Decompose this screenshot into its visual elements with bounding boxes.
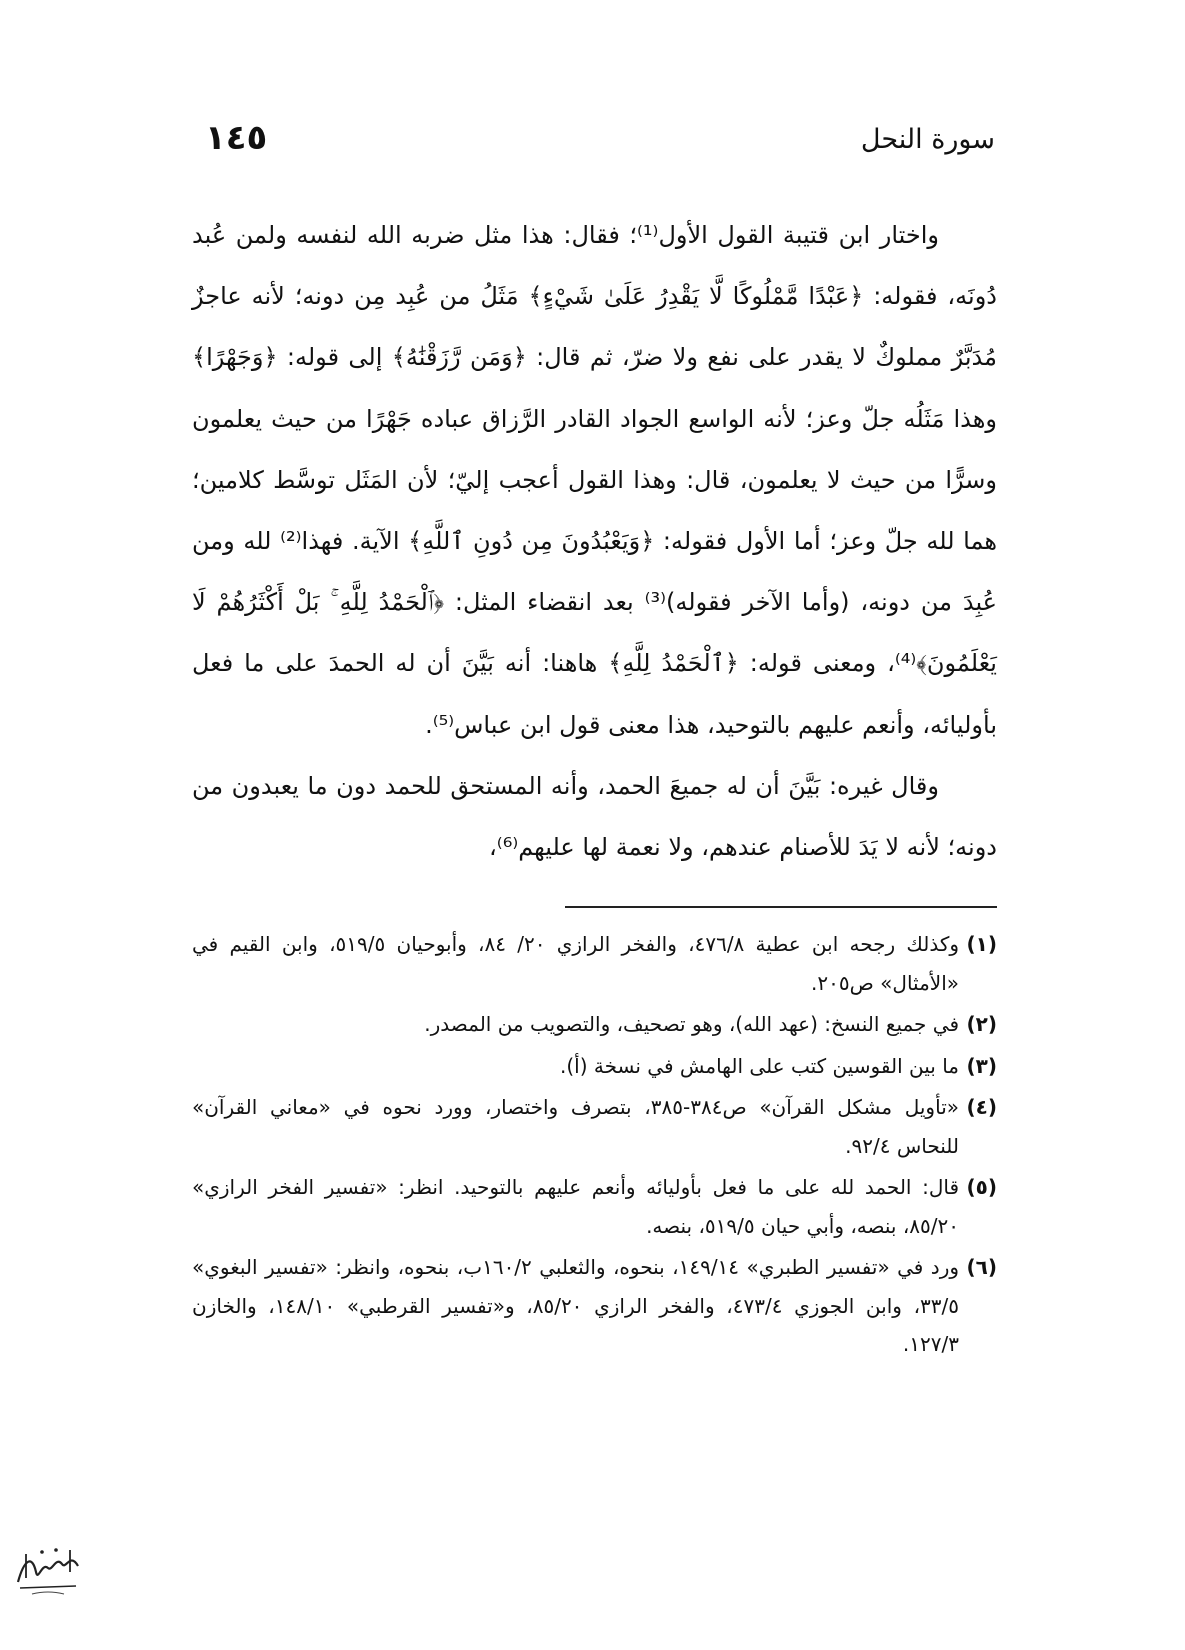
page-header	[175, 118, 995, 168]
footnote-text: في جميع النسخ: (عهد الله)، وهو تصحيف، والتصويب من المصدر.	[424, 1012, 959, 1036]
main-text	[192, 205, 997, 878]
page-number: ١٤٥	[205, 118, 268, 158]
footnote-5	[192, 1168, 997, 1245]
surah-title: سورة النحل	[860, 124, 995, 155]
footnote-number: (٢)	[966, 1012, 997, 1036]
footnote-1	[192, 925, 997, 1002]
footnotes	[192, 925, 997, 1367]
footnote-number: (٤)	[966, 1095, 997, 1119]
footnote-6	[192, 1248, 997, 1364]
footnote-text: قال: الحمد لله على ما فعل بأوليائه وأنعم عليهم بالتوحيد. انظر: «تفسير الفخر الرازي» ٨٥/٢٠، بنصه، وأبي حيان ٥١٩/٥، بنصه.	[192, 1175, 959, 1238]
footnote-text: «تأويل مشكل القرآن» ص٣٨٤-٣٨٥، بتصرف واختصار، وورد نحوه في «معاني القرآن» للنحاس ٩٢/٤.	[192, 1095, 959, 1158]
footnote-separator	[565, 906, 997, 908]
footnote-number: (٥)	[966, 1175, 997, 1199]
footnote-text: ما بين القوسين كتب على الهامش في نسخة (أ).	[560, 1053, 959, 1078]
footnote-3	[192, 1047, 997, 1086]
footnote-text: وكذلك رجحه ابن عطية ٤٧٦/٨، والفخر الرازي ٢٠/ ٨٤، وأبوحيان ٥١٩/٥، وابن القيم في «الأمثال» ص٢٠٥.	[192, 932, 960, 995]
footnote-number: (١)	[966, 932, 997, 956]
footnote-number: (٦)	[966, 1255, 997, 1279]
paragraph-2: وقال غيره: بَيَّنَ أن له جميعَ الحمد، وأنه المستحق للحمد دون ما يعبدون من دونه؛ لأنه لا يَدَ للأصنام عندهم، ولا نعمة لها عليهم⁽⁶⁾،	[192, 771, 997, 862]
paragraph-1: واختار ابن قتيبة القول الأول⁽¹⁾؛ فقال: هذا مثل ضربه الله لنفسه ولمن عُبد دُونَه، فقوله: ﴿عَبْدًا مَّمْلُوكًا لَّا يَقْدِرُ عَلَىٰ شَيْءٍ﴾ مَثَلُ من عُبِد مِن دونه؛ لأنه عاجزٌ مُدَبَّرٌ مملوكٌ لا يقدر على نفع ولا ضرّ، ثم قال: ﴿وَمَن رَّزَقْنَٰهُ﴾ إلى قوله: ﴿وَجَهْرًا﴾ وهذا مَثَلُه جلّ وعز؛ لأنه الواسع الجواد القادر الرَّزاق عباده جَهْرًا من حيث يعلمون وسرًّا من حيث لا يعلمون، قال: وهذا القول أعجب إليّ؛ لأن المَثَل توسَّط كلامين؛ هما لله جلّ وعز؛ أما الأول فقوله: ﴿وَيَعْبُدُونَ مِن دُونِ ٱللَّهِ﴾ الآية. فهذا⁽²⁾ لله ومن عُبِدَ من دونه، (وأما الآخر فقوله)⁽³⁾ بعد انقضاء المثل: ﴿ٱلْحَمْدُ لِلَّهِ ۚ بَلْ أَكْثَرُهُمْ لَا يَعْلَمُونَ﴾⁽⁴⁾، ومعنى قوله: ﴿ٱلْحَمْدُ لِلَّهِ﴾ هاهنا: أنه بَيَّنَ أن له الحمدَ على ما فعل بأوليائه، وأنعم عليهم بالتوحيد، هذا معنى قول ابن عباس⁽⁵⁾.	[192, 221, 998, 739]
publisher-stamp-logo	[12, 1542, 84, 1598]
footnote-text: ورد في «تفسير الطبري» ١٤٩/١٤، بنحوه، والثعلبي ١٦٠/٢ب، بنحوه، وانظر: «تفسير البغوي» ٣٣/٥، وابن الجوزي ٤٧٣/٤، والفخر الرازي ٨٥/٢٠، و«تفسير القرطبي» ١٤٨/١٠، والخازن ١٢٧/٣.	[192, 1255, 960, 1356]
footnote-4	[192, 1088, 997, 1165]
footnote-2	[192, 1005, 997, 1044]
footnote-number: (٣)	[966, 1053, 997, 1078]
